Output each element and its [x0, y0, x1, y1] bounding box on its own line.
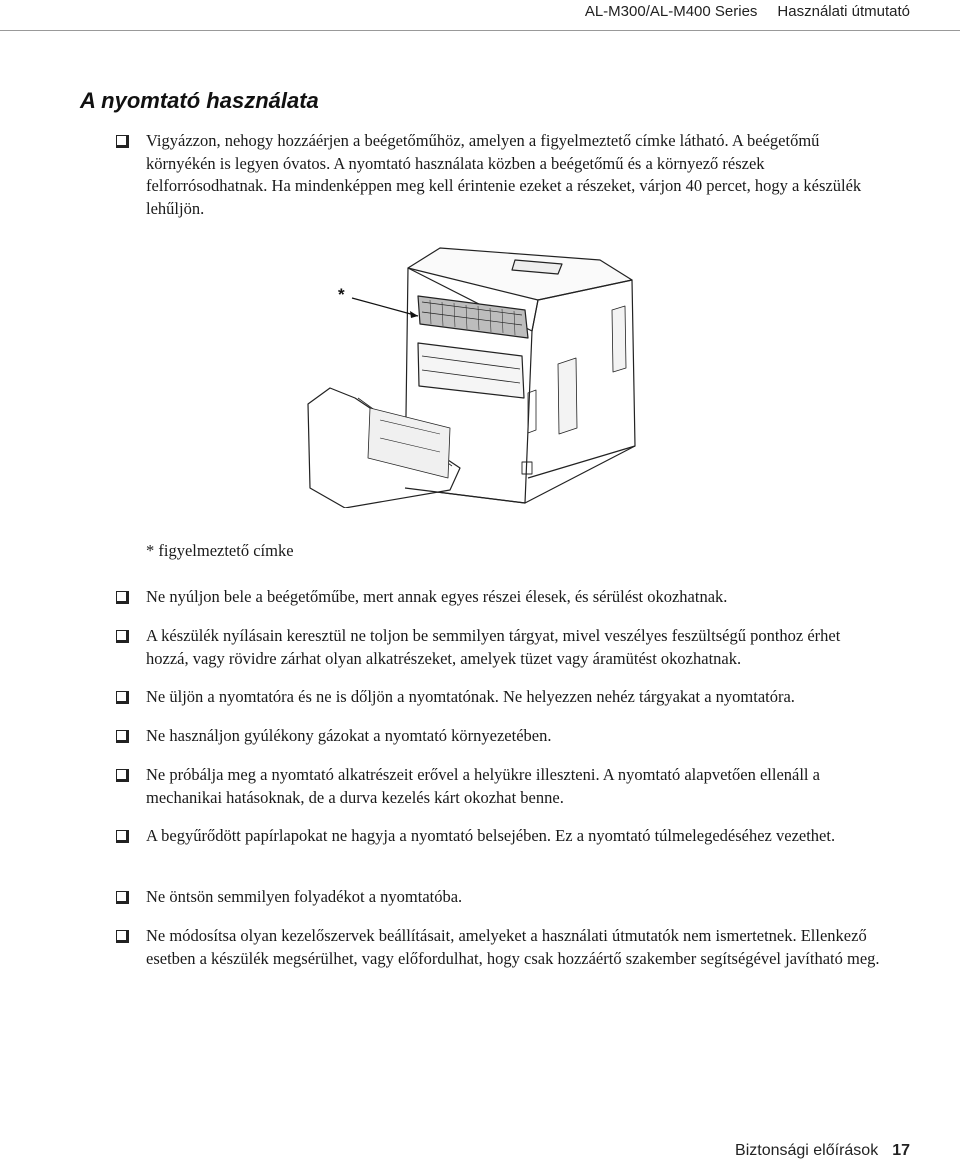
bullet-box-icon	[116, 730, 129, 743]
header-series: AL-M300/AL-M400 Series	[584, 2, 758, 20]
page-header	[585, 0, 910, 22]
warning-marker: *	[338, 285, 345, 304]
header-rule	[0, 30, 960, 31]
printer-illustration	[300, 238, 650, 508]
list-item: A készülék nyílásain keresztül ne toljon be semmilyen tárgyat, mivel veszélyes feszültségű ponthoz érhet hozzá, vagy rövidre zárhat olyan alkatrészeket, amelyek tüzet vagy áramütést okozhatnak.	[117, 625, 887, 670]
list-item: Ne módosítsa olyan kezelőszervek beállításait, amelyeket a használati útmutatók nem ismertetnek. Ellenkező esetben a készülék megsérülhet, vagy előfordulhat, hogy csak hozzáértő szakember segítségével javítható meg.	[117, 925, 887, 970]
bullet-box-icon	[116, 630, 129, 643]
bullet-box-icon	[116, 769, 129, 782]
list-item: A begyűrődött papírlapokat ne hagyja a nyomtató belsejében. Ez a nyomtató túlmelegedéséhez vezethet.	[117, 825, 887, 848]
page-footer	[735, 1142, 910, 1160]
bullet-box-icon	[116, 135, 129, 148]
bullet-box-icon	[116, 830, 129, 843]
figure-caption: * figyelmeztető címke	[146, 541, 294, 560]
bullet-box-icon	[116, 691, 129, 704]
page-number: 17	[892, 1142, 910, 1159]
header-guide: Használati útmutató	[777, 2, 910, 20]
list-item: Ne öntsön semmilyen folyadékot a nyomtatóba.	[117, 886, 887, 909]
footer-section: Biztonsági előírások	[735, 1142, 879, 1159]
list-item: Ne nyúljon bele a beégetőműbe, mert annak egyes részei élesek, és sérülést okozhatnak.	[117, 586, 887, 609]
list-item: Ne próbálja meg a nyomtató alkatrészeit erővel a helyükre illeszteni. A nyomtató alapvetően ellenáll a mechanikai hatásoknak, de a durva kezelés kárt okozhat benne.	[117, 764, 887, 809]
list-item: Ne használjon gyúlékony gázokat a nyomtató környezetében.	[117, 725, 887, 748]
list-item: Ne üljön a nyomtatóra és ne is dőljön a nyomtatónak. Ne helyezzen nehéz tárgyakat a nyomtatóra.	[117, 686, 887, 709]
list-item: Vigyázzon, nehogy hozzáérjen a beégetőműhöz, amelyen a figyelmeztető címke látható. A beégetőmű környékén is legyen óvatos. A nyomtató használata közben a beégetőmű és a környező részek felforrósodhatnak. Ha mindenképpen meg kell érintenie ezeket a részeket, várjon 40 percet, hogy a készülék lehűljön.	[117, 130, 887, 220]
bullet-box-icon	[116, 891, 129, 904]
bullet-box-icon	[116, 930, 129, 943]
bullet-box-icon	[116, 591, 129, 604]
section-title: A nyomtató használata	[80, 88, 319, 113]
